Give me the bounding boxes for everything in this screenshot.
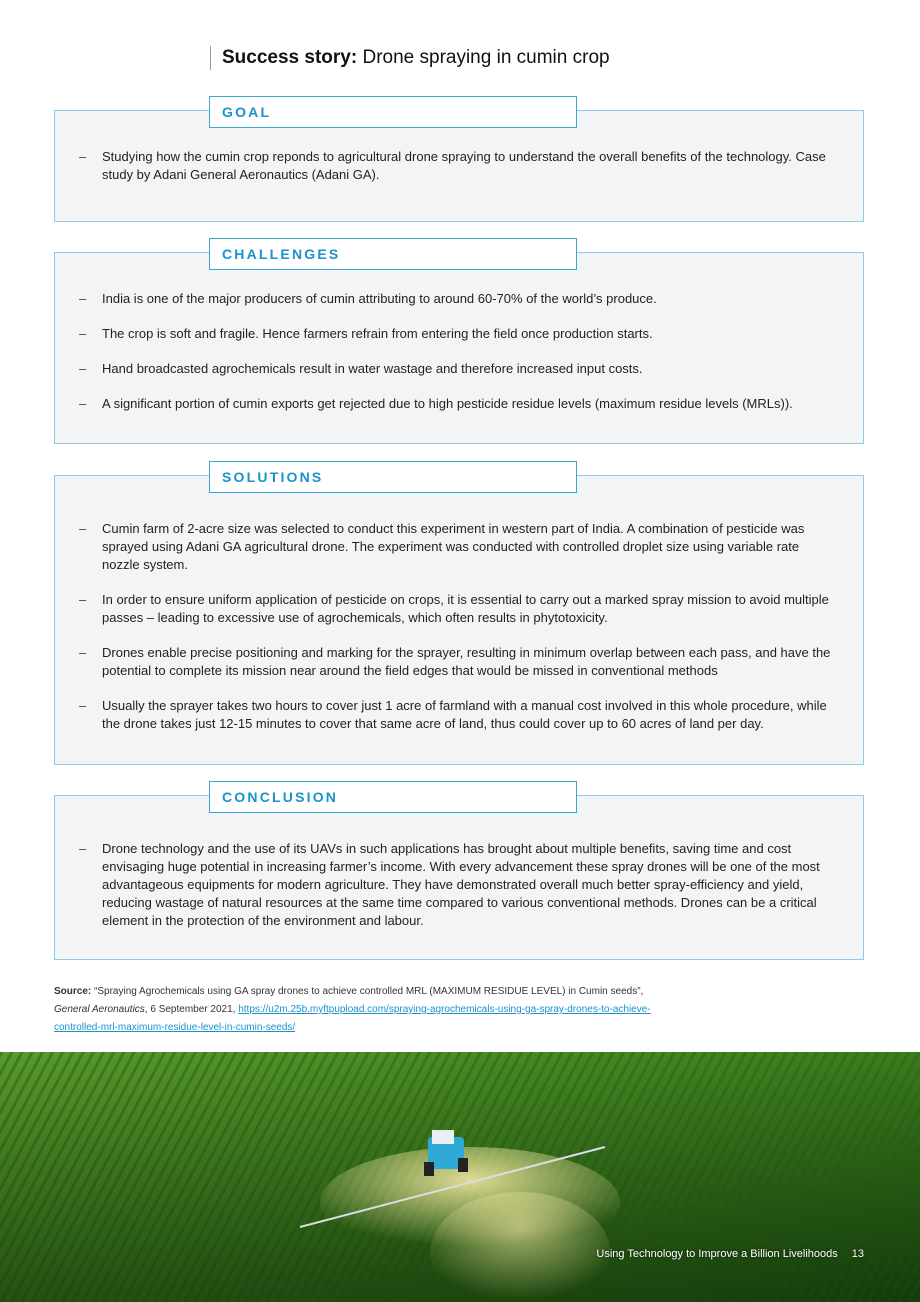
list-item: – Usually the sprayer takes two hours to cover just 1 acre of farmland with a manual cost involved in this whole procedure, while the drone takes just 12-15 minutes to cover that same acre of land, thus could cover up to 60 acres of land per day. [79,697,839,733]
page-footer [596,1248,864,1260]
solutions-list [79,520,839,750]
list-item: – India is one of the major producers of cumin attributing to around 60-70% of the world’s produce. [79,290,839,308]
crop-field-image [0,1052,920,1302]
source-link[interactable]: https://u2m.25b.myftpupload.com/spraying-agrochemicals-using-ga-spray-drones-to-achieve-controlled-mrl-maximum-residue-level-in-cumin-seeds/ [54,1004,651,1033]
page-number: 13 [851,1248,864,1260]
source-note [54,983,654,1037]
list-item: – Drone technology and the use of its UAVs in such applications has brought about multiple benefits, saving time and cost envisaging huge potential in increasing farmer’s income. With every advancement these spray drones will be one of the most advantageous equipments for modern agriculture. They have demonstrated overall much better spray-efficiency and yield, reducing wastage of natural resources at the same time compared to various conventional methods. Drones can be a critical element in the protection of the environment and labour. [79,840,839,930]
title-rest: Drone spraying in cumin crop [362,47,610,68]
source-label: Source: [54,986,92,997]
solutions-box [54,475,864,765]
footer-text: Using Technology to Improve a Billion Livelihoods [596,1248,838,1260]
list-item: – Hand broadcasted agrochemicals result in water wastage and therefore increased input costs. [79,360,839,378]
list-item: – In order to ensure uniform application of pesticide on crops, it is essential to carry out a marked spray mission to avoid multiple passes – leading to excessive use of agrochemicals, which often results in phytotoxicity. [79,591,839,627]
page-title [210,46,610,70]
goal-tag: GOAL [209,96,577,128]
source-text: “Spraying Agrochemicals using GA spray drones to achieve controlled MRL (MAXIMUM RESIDUE LEVEL) in Cumin seeds”, [94,986,644,997]
challenges-box [54,252,864,444]
source-publication: General Aeronautics [54,1004,145,1015]
title-bold: Success story: [222,47,358,68]
challenges-tag: CHALLENGES [209,238,577,270]
list-item: – The crop is soft and fragile. Hence farmers refrain from entering the field once production starts. [79,325,839,343]
goal-list [79,148,839,184]
solutions-tag: SOLUTIONS [209,461,577,493]
list-item: – Studying how the cumin crop reponds to agricultural drone spraying to understand the overall benefits of the technology. Case study by Adani General Aeronautics (Adani GA). [79,148,839,184]
source-date: , 6 September 2021, [144,1004,236,1015]
field-photo [0,1052,920,1302]
challenges-list [79,290,839,430]
conclusion-list [79,840,839,930]
list-item: – Drones enable precise positioning and marking for the sprayer, resulting in minimum overlap between each pass, and have the potential to complete its mission near around the field edges that would be missed in conventional methods [79,644,839,680]
list-item: – Cumin farm of 2-acre size was selected to conduct this experiment in western part of India. A combination of pesticide was sprayed using Adani GA agricultural drone. The experiment was conducted with controlled droplet size using variable rate nozzle system. [79,520,839,574]
list-item: – A significant portion of cumin exports get rejected due to high pesticide residue levels (maximum residue levels (MRLs)). [79,395,839,413]
conclusion-tag: CONCLUSION [209,781,577,813]
conclusion-box [54,795,864,960]
